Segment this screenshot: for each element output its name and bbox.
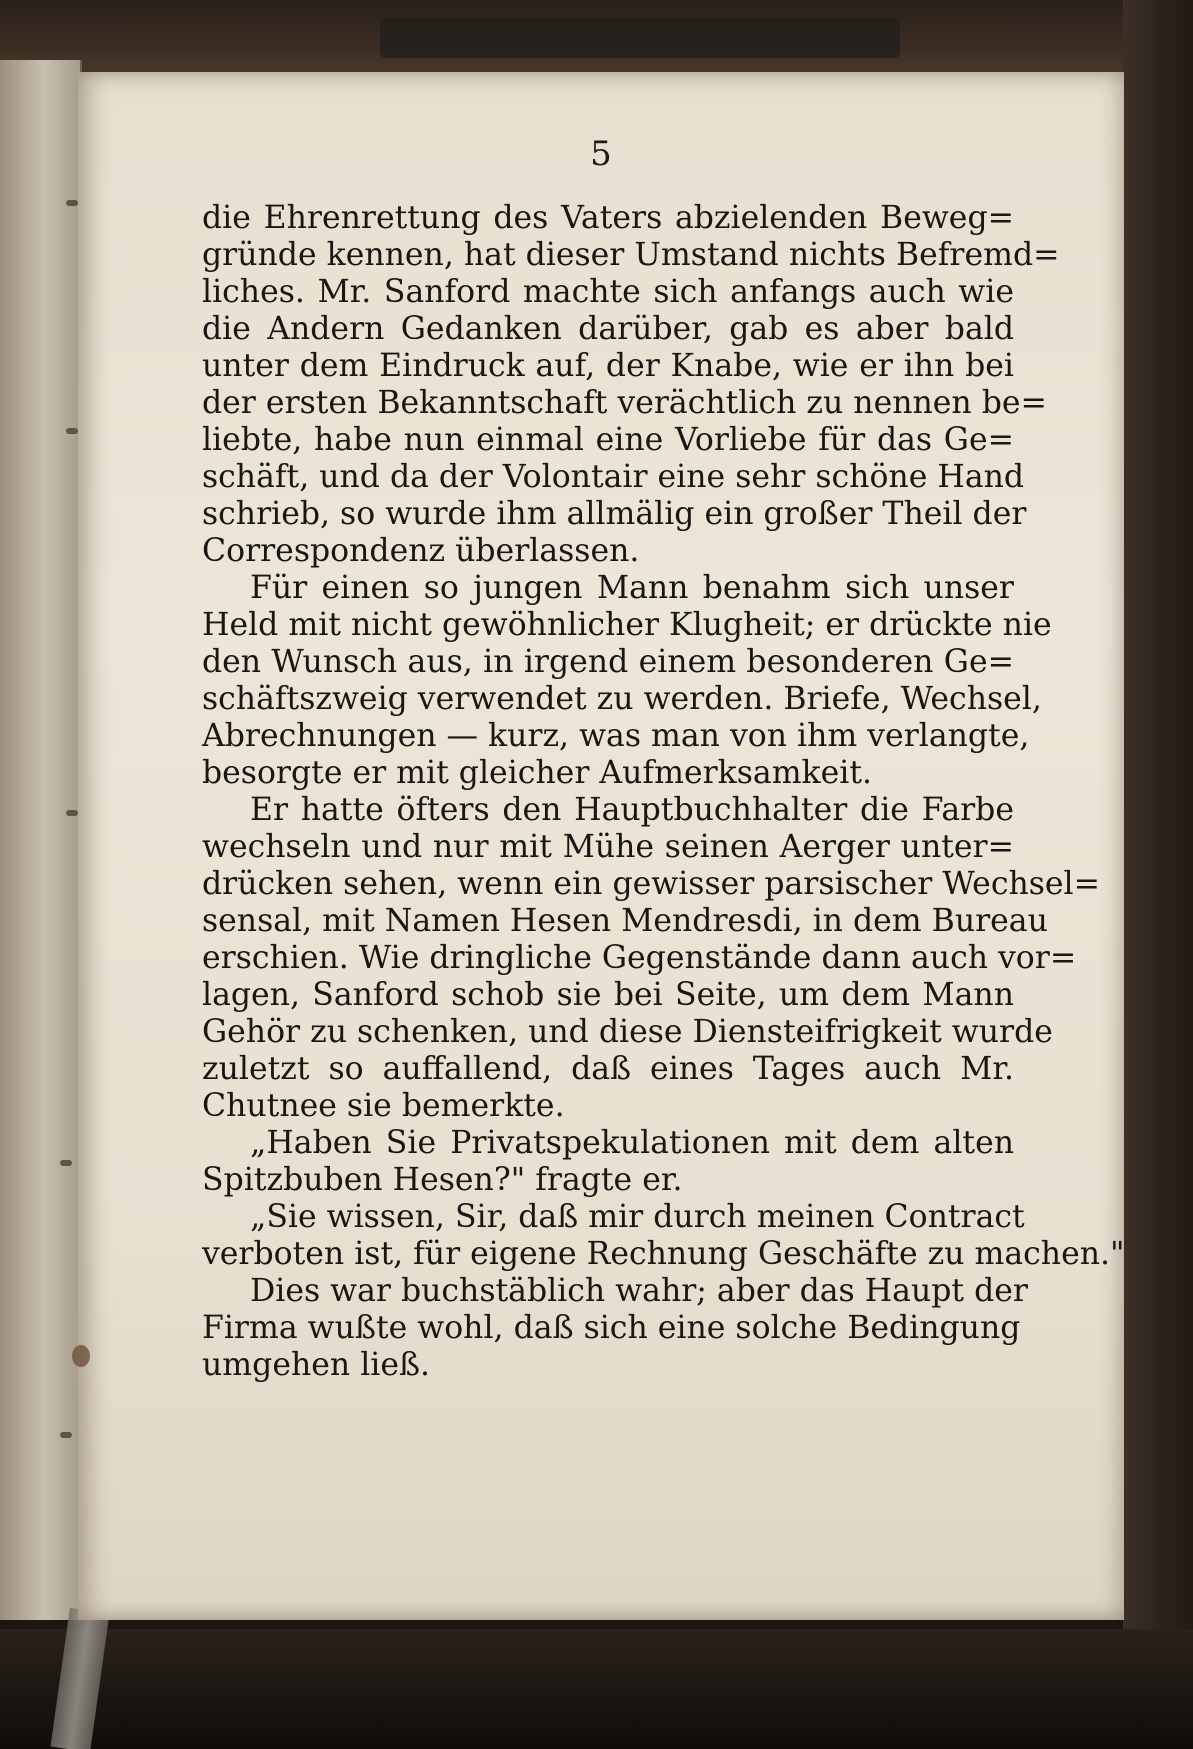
text-line: drücken sehen, wenn ein gewisser parsischer Wechsel= — [202, 866, 1101, 902]
text-line: Correspondenz überlassen. — [202, 533, 640, 569]
page-stain — [72, 1345, 90, 1367]
text-line: sensal, mit Namen Hesen Mendresdi, in dem Bureau — [202, 903, 1048, 939]
text-line: „Haben Sie Privatspekulationen mit dem alten — [250, 1125, 1014, 1161]
book-cover-right — [1123, 0, 1193, 1749]
text-line: zuletzt so auffallend, daß eines Tages auch Mr. — [202, 1051, 1014, 1087]
text-line: Spitzbuben Hesen?" fragte er. — [202, 1162, 683, 1198]
page-number: 5 — [590, 134, 612, 174]
facing-page-edge — [0, 60, 82, 1620]
text-line: liches. Mr. Sanford machte sich anfangs auch wie — [202, 274, 1014, 310]
text-line: besorgte er mit gleicher Aufmerksamkeit. — [202, 755, 873, 791]
text-line: erschien. Wie dringliche Gegenstände dann auch vor= — [202, 940, 1077, 976]
text-line: umgehen ließ. — [202, 1347, 431, 1383]
margin-mark — [66, 810, 78, 816]
text-line: „Sie wissen, Sir, daß mir durch meinen Contract — [250, 1199, 1025, 1235]
text-line: schäftszweig verwendet zu werden. Briefe, Wechsel, — [202, 681, 1042, 717]
text-line: lagen, Sanford schob sie bei Seite, um dem Mann — [202, 977, 1014, 1013]
margin-mark — [66, 428, 78, 434]
cover-binding-band — [380, 18, 900, 58]
text-line: der ersten Bekanntschaft verächtlich zu nennen be= — [202, 385, 1047, 421]
margin-mark — [66, 200, 78, 206]
text-line: Abrechnungen — kurz, was man von ihm verlangte, — [202, 718, 1030, 754]
book-page — [78, 72, 1124, 1620]
text-line: Für einen so jungen Mann benahm sich unser — [250, 570, 1014, 606]
text-line: Held mit nicht gewöhnlicher Klugheit; er drückte nie — [202, 607, 1052, 643]
text-line: gründe kennen, hat dieser Umstand nichts Befremd= — [202, 237, 1060, 273]
margin-mark — [60, 1432, 72, 1438]
text-line: Chutnee sie bemerkte. — [202, 1088, 565, 1124]
text-line: schäft, und da der Volontair eine sehr schöne Hand — [202, 459, 1025, 495]
text-line: wechseln und nur mit Mühe seinen Aerger unter= — [202, 829, 1014, 865]
text-line: schrieb, so wurde ihm allmälig ein großer Theil der — [202, 496, 1027, 532]
text-line: unter dem Eindruck auf, der Knabe, wie er ihn bei — [202, 348, 1014, 384]
text-line: die Ehrenrettung des Vaters abzielenden Beweg= — [202, 200, 1014, 236]
text-line: liebte, habe nun einmal eine Vorliebe für das Ge= — [202, 422, 1014, 458]
text-line: Dies war buchstäblich wahr; aber das Haupt der — [250, 1273, 1028, 1309]
text-line: Firma wußte wohl, daß sich eine solche Bedingung — [202, 1310, 1021, 1346]
text-line: Gehör zu schenken, und diese Diensteifrigkeit wurde — [202, 1014, 1053, 1050]
book-cover-bottom — [0, 1629, 1193, 1749]
text-line: den Wunsch aus, in irgend einem besonderen Ge= — [202, 644, 1014, 680]
text-line: verboten ist, für eigene Rechnung Geschäfte zu machen." — [202, 1236, 1125, 1272]
text-line: Er hatte öfters den Hauptbuchhalter die Farbe — [250, 792, 1014, 828]
margin-mark — [60, 1160, 72, 1166]
body-text — [202, 200, 1125, 1384]
text-line: die Andern Gedanken darüber, gab es aber bald — [202, 311, 1014, 347]
